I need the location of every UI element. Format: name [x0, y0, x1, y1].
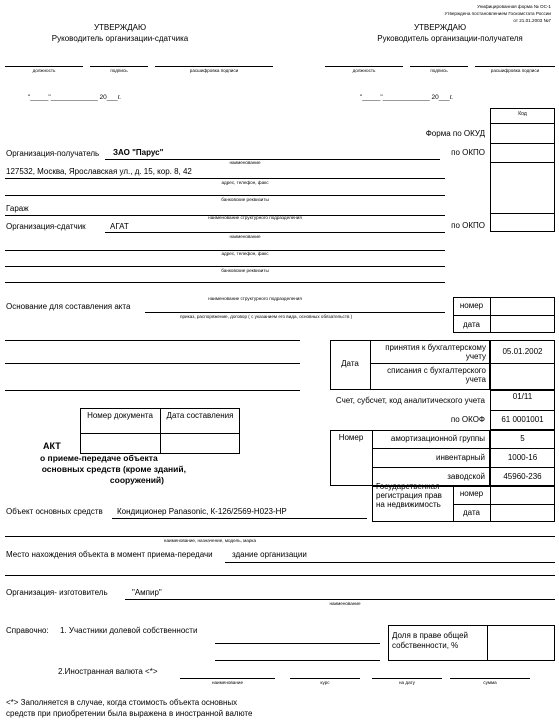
currency-sum-line	[450, 678, 530, 679]
object-caption: наименование, назначение, модель, марка	[163, 538, 257, 543]
accept-value[interactable]: 05.01.2002	[502, 347, 543, 356]
share-label: Доля в праве общей собственности, %	[392, 631, 468, 650]
sender-address-caption: адрес, телефон, факс	[221, 251, 269, 256]
registration-divider	[453, 504, 555, 505]
left-decode-caption: расшифровка подписи	[189, 68, 239, 73]
object-line	[112, 518, 367, 519]
left-head-title: Руководитель организации-сдатчика	[51, 34, 189, 43]
dates-divider	[370, 340, 371, 390]
footnote-line2: средств при приобретении была выражена в иностранной валюте	[6, 709, 253, 718]
form-title: Унифицированная форма № ОС-1	[477, 4, 551, 9]
left-decode-line[interactable]	[155, 66, 273, 67]
factory-label: заводской	[447, 472, 485, 481]
recipient-address[interactable]: 127532, Москва, Ярославская ул., д. 15, кор. 8, 42	[6, 167, 192, 176]
currency-sum-caption: сумма	[483, 680, 497, 685]
okpo-label: по ОКПО	[451, 148, 485, 157]
recipient-bank-line	[5, 195, 445, 196]
right-approve-date[interactable]: "_____"_____________ 20___г.	[360, 94, 453, 101]
account-divider	[490, 410, 555, 411]
right-decode-caption: расшифровка подписи	[490, 68, 540, 73]
registration-label: Государственная регистрация прав на недвижимость	[376, 482, 442, 509]
location-line	[225, 562, 555, 563]
right-position-caption: должность	[352, 68, 376, 73]
basis-label: Основание для составления акта	[6, 302, 131, 311]
left-signature-caption: подпись	[110, 68, 128, 73]
act-title-line3: основных средств (кроме зданий,	[41, 464, 186, 474]
location-line2	[5, 575, 555, 576]
object-value[interactable]: Кондиционер Panasonic, К-126/2569-Н023-НР	[117, 507, 287, 516]
left-position-caption: должность	[32, 68, 56, 73]
act-title-line2: о приеме-передаче объекта	[40, 453, 158, 463]
left-signature-line[interactable]	[90, 66, 148, 67]
sender-division-line	[5, 282, 445, 283]
amort-value[interactable]: 5	[520, 434, 525, 443]
number-values-divider	[490, 467, 555, 468]
sender-label: Организация-сдатчик	[6, 222, 86, 231]
blank-line	[5, 363, 300, 364]
sender-name[interactable]: АГАТ	[110, 222, 129, 231]
codes-header: Код	[518, 111, 527, 117]
number-divider	[372, 448, 490, 449]
inv-label: инвентарный	[435, 453, 485, 462]
basis-date-label: дата	[463, 320, 480, 329]
left-approve-title: УТВЕРЖДАЮ	[93, 23, 147, 32]
act-title: АКТ	[43, 441, 61, 451]
maker-caption: наименование	[329, 601, 361, 606]
right-decode-line[interactable]	[475, 66, 555, 67]
recipient-name-caption: наименование	[229, 160, 261, 165]
maker-value[interactable]: "Ампир"	[132, 588, 162, 597]
accept-label: принятия к бухгалтерскому учету	[385, 343, 486, 362]
codes-divider	[490, 123, 555, 124]
codes-divider	[490, 162, 555, 163]
registration-number-label: номер	[459, 489, 484, 498]
location-value[interactable]: здание организации	[232, 550, 307, 559]
dates-values-divider	[490, 363, 555, 364]
currency-rate-caption: курс	[320, 680, 330, 685]
factory-value[interactable]: 45960-236	[503, 472, 542, 481]
sender-division-caption: наименование структурного подразделения	[208, 296, 302, 301]
basis-number-label: номер	[459, 301, 484, 310]
codes-divider	[490, 213, 555, 214]
right-head-title: Руководитель организации-получателя	[377, 34, 523, 43]
left-position-line[interactable]	[5, 66, 83, 67]
currency-date-line	[372, 678, 442, 679]
blank-line	[5, 390, 300, 391]
form-approval-date: от 21.01.2003 №7	[513, 18, 551, 23]
doc-date-header: Дата составления	[166, 411, 234, 420]
okud-label: Форма по ОКУД	[425, 129, 485, 138]
location-label: Место нахождения объекта в момент приема-передачи	[6, 550, 213, 559]
object-line2	[5, 536, 555, 537]
doc-table-divider	[80, 433, 240, 434]
recipient-division[interactable]: Гараж	[6, 204, 29, 213]
object-label: Объект основных средств	[6, 507, 103, 516]
recipient-address-line	[5, 178, 445, 179]
recipient-bank-caption: банковские реквизиты	[221, 197, 269, 202]
doc-table-divider	[160, 408, 161, 454]
maker-label: Организация- изготовитель	[6, 588, 108, 597]
recipient-label: Организация-получатель	[6, 149, 100, 158]
recipient-address-caption: адрес, телефон, факс	[221, 180, 269, 185]
recipient-name-line	[105, 159, 440, 160]
right-position-line[interactable]	[325, 66, 403, 67]
form-approval: Утверждена постановлением Госкомстата России	[444, 11, 551, 16]
act-title-line4: сооружений)	[109, 475, 164, 485]
maker-line	[125, 599, 555, 600]
number-divider	[372, 467, 490, 468]
reference-item1: 1. Участники долевой собственности	[60, 626, 198, 635]
recipient-division-caption: наименование структурного подразделения	[208, 215, 302, 220]
sender-name-caption: наименование	[229, 234, 261, 239]
left-approve-date[interactable]: "_____"_____________ 20___г.	[28, 94, 121, 101]
sender-bank-line	[5, 266, 445, 267]
share-divider	[487, 625, 488, 661]
basis-code-divider	[453, 315, 555, 316]
right-signature-line[interactable]	[410, 66, 468, 67]
reference-label: Справочно:	[6, 626, 49, 635]
writeoff-label: списания с бухгалтерского учета	[387, 366, 486, 385]
blank-line	[5, 340, 300, 341]
doc-number-header: Номер документа	[87, 411, 153, 420]
amort-label: амортизационной группы	[390, 434, 485, 443]
currency-date-caption: на дату	[399, 680, 415, 685]
number-divider	[372, 430, 373, 486]
okof-value[interactable]: 61 0001001	[501, 415, 544, 424]
account-label: Счет, субсчет, код аналитического учета	[335, 396, 485, 405]
number-values-divider	[490, 448, 555, 449]
footnote-line1: <*> Заполняется в случае, когда стоимость объекта основных	[6, 698, 238, 707]
okof-label: по ОКОФ	[450, 415, 485, 424]
right-signature-caption: подпись	[430, 68, 448, 73]
codes-divider	[490, 143, 555, 144]
sender-bank-caption: банковские реквизиты	[221, 268, 269, 273]
sender-name-line	[105, 232, 445, 233]
inv-value[interactable]: 1000-16	[507, 453, 538, 462]
recipient-name[interactable]: ЗАО "Парус"	[113, 148, 164, 157]
number-label: Номер	[338, 433, 364, 442]
basis-caption: приказ, распоряжение, договор ( с указанием его вида, основных обязательств )	[180, 314, 353, 319]
right-approve-title: УТВЕРЖДАЮ	[413, 23, 467, 32]
currency-rate-line	[290, 678, 360, 679]
currency-name-caption: наименование	[211, 680, 244, 685]
currency-name-line	[180, 678, 275, 679]
account-value[interactable]: 01/11	[512, 392, 533, 401]
reference-item2: 2.Иностранная валюта <*>	[58, 667, 158, 676]
okpo2-label: по ОКПО	[451, 221, 485, 230]
dates-label: Дата	[341, 359, 359, 368]
basis-line	[145, 312, 445, 313]
reference-line	[215, 660, 380, 661]
reference-line	[215, 643, 380, 644]
dates-divider	[370, 363, 490, 364]
registration-date-label: дата	[463, 508, 480, 517]
basis-code-divider	[490, 297, 491, 333]
